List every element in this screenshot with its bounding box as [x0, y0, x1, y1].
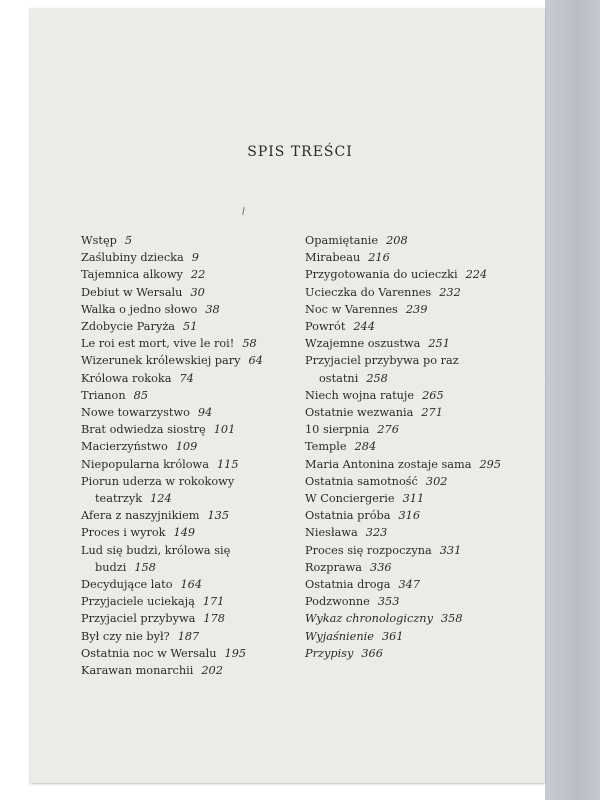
toc-entry: Podzwonne 353 — [305, 595, 400, 609]
toc-entry: Lud się budzi, królowa się budzi 158 — [81, 543, 231, 574]
toc-entry: Wstęp 5 — [81, 234, 133, 247]
toc-entry: Macierzyństwo 109 — [81, 440, 198, 454]
toc-entry: Zaślubiny dziecka 9 — [81, 251, 199, 265]
toc-entry: Tajemnica alkowy 22 — [81, 268, 206, 282]
book-page-edge — [545, 0, 600, 800]
toc-entry: Był czy nie był? 187 — [81, 629, 200, 643]
toc-entry: Niech wojna ratuje 265 — [305, 388, 444, 402]
toc-entry: Decydujące lato 164 — [81, 578, 203, 592]
toc-entry: Powrót 244 — [305, 320, 375, 334]
toc-entry: Ostatnia droga 347 — [305, 578, 421, 592]
toc-entry: Ostatnia noc w Wersalu 195 — [81, 646, 247, 660]
toc-entry: W Conciergerie 311 — [305, 492, 425, 506]
toc-entry: Przypisy 366 — [305, 646, 383, 660]
toc-entry: Mirabeau 216 — [305, 251, 390, 265]
toc-right-column — [305, 232, 525, 662]
toc-entry: Nowe towarzystwo 94 — [81, 406, 213, 420]
toc-entry: Przyjaciel przybywa 178 — [81, 612, 225, 626]
toc-entry: Niepopularna królowa 115 — [81, 457, 239, 471]
toc-entry: Debiut w Wersalu 30 — [81, 285, 205, 299]
toc-entry: Niesława 323 — [305, 526, 388, 540]
toc-entry: 10 sierpnia 276 — [305, 423, 399, 437]
toc-entry: Przygotowania do ucieczki 224 — [305, 268, 488, 282]
toc-entry: Proces się rozpoczyna 331 — [305, 543, 462, 557]
toc-entry: Przyjaciel przybywa po raz ostatni 258 — [305, 354, 459, 385]
toc-entry: Ostatnia samotność 302 — [305, 474, 448, 488]
toc-entry: Piorun uderza w rokokowy teatrzyk 124 — [81, 474, 235, 506]
toc-entry: Rozprawa 336 — [305, 560, 392, 574]
toc-left-column — [81, 232, 291, 679]
toc-entry: Noc w Varennes 239 — [305, 302, 428, 316]
toc-entry: Ostatnie wezwania 271 — [305, 406, 443, 420]
toc-entry: Afera z naszyjnikiem 135 — [81, 509, 230, 523]
toc-entry: Proces i wyrok 149 — [81, 526, 196, 540]
toc-entry: Karawan monarchii 202 — [81, 664, 223, 678]
toc-entry: Wzajemne oszustwa 251 — [305, 337, 450, 351]
toc-entry: Wyjaśnienie 361 — [305, 629, 404, 643]
toc-entry: Le roi est mort, vive le roi! 58 — [81, 337, 257, 351]
toc-entry: Temple 284 — [305, 440, 377, 454]
toc-entry: Zdobycie Paryża 51 — [81, 320, 198, 334]
toc-entry: Przyjaciele uciekają 171 — [81, 595, 225, 609]
toc-entry: Brat odwiedza siostrę 101 — [81, 423, 236, 437]
toc-entry: Wizerunek królewskiej pary 64 — [81, 354, 263, 368]
toc-entry: Walka o jedno słowo 38 — [81, 302, 220, 316]
toc-entry: Ostatnia próba 316 — [305, 509, 421, 523]
toc-entry: Trianon 85 — [81, 388, 149, 402]
toc-entry: Ucieczka do Varennes 232 — [305, 285, 461, 299]
toc-entry: Maria Antonina zostaje sama 295 — [305, 457, 502, 471]
page-title: SPIS TREŚCI — [247, 144, 353, 160]
toc-entry: Królowa rokoka 74 — [81, 371, 194, 385]
toc-entry: Opamiętanie 208 — [305, 234, 408, 247]
toc-entry: Wykaz chronologiczny 358 — [305, 612, 463, 626]
